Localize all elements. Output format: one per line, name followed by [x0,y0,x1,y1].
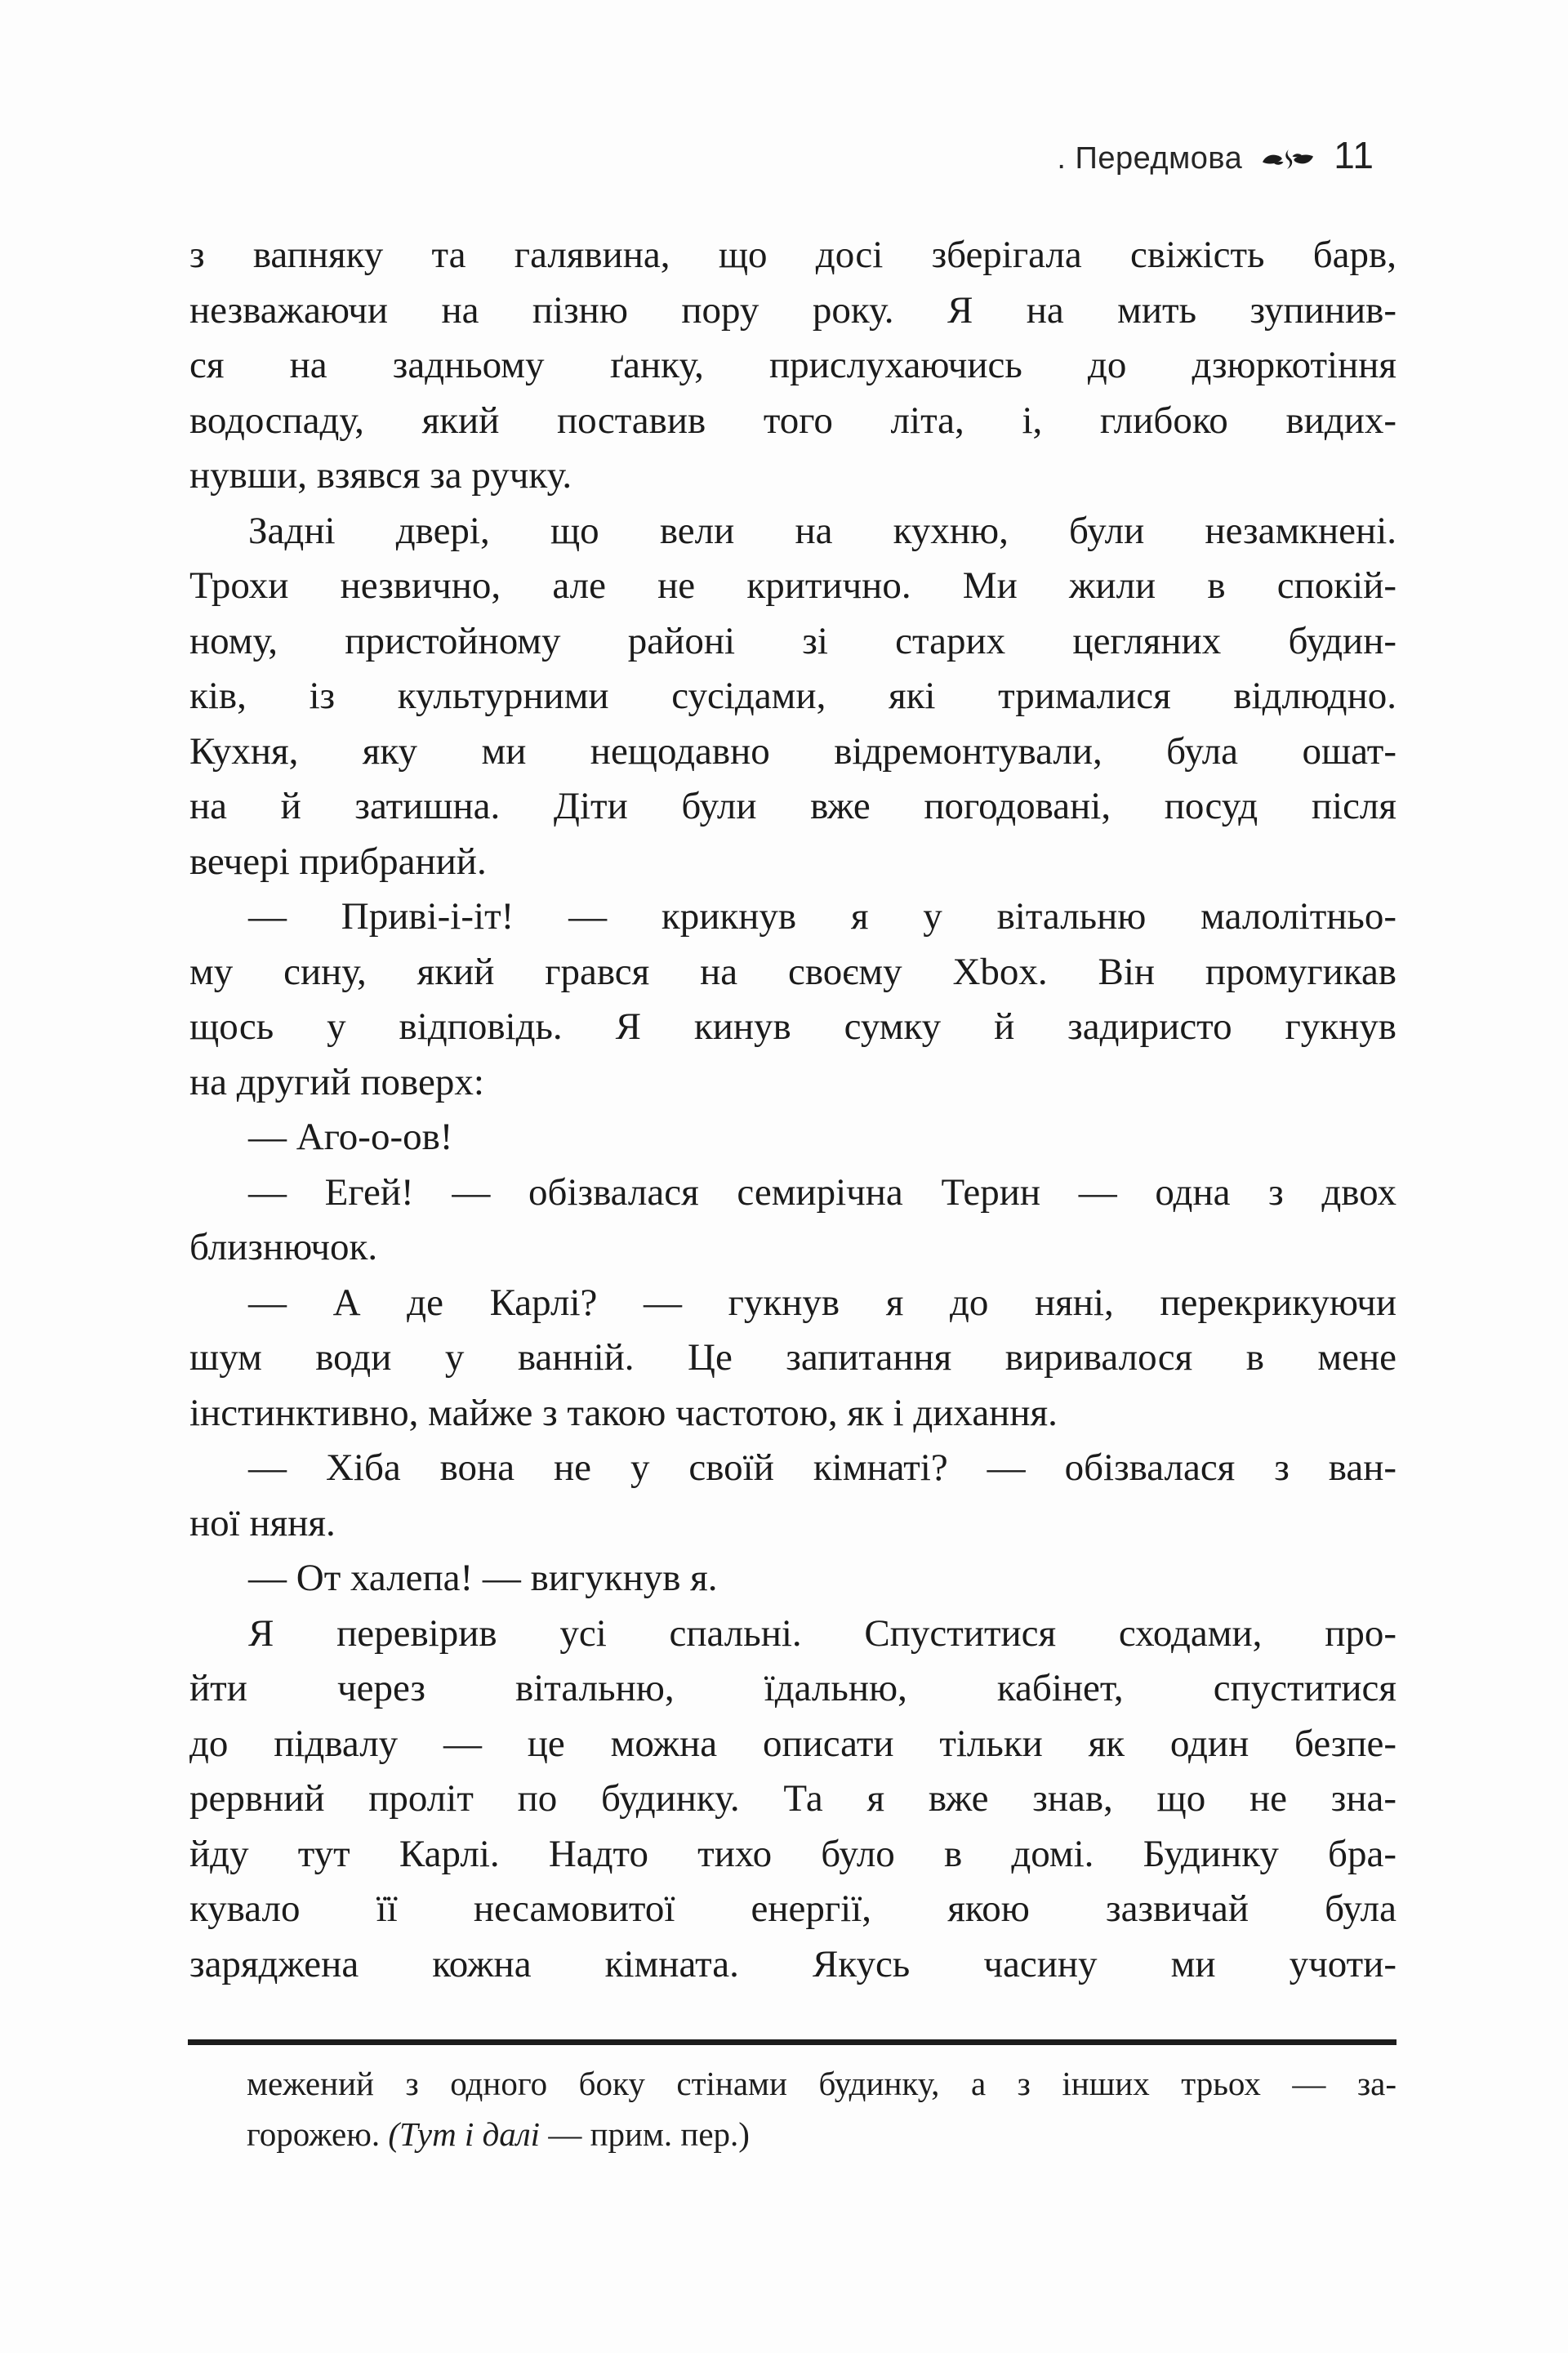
body-line: йду тут Карлі. Надто тихо було в домі. Будинку бра- [189,1832,1396,1875]
body-line: на й затишна. Діти були вже погодовані, посуд після [189,785,1396,827]
body-line: ному, пристойному районі зі старих цегляних будин- [189,619,1396,662]
body-line: інстинктивно, майже з такою частотою, як і дихання. [189,1391,1058,1434]
footnote-line [247,2058,1396,2109]
footnote-line [247,2109,1396,2159]
footnote-text: — прим. пер.) [540,2115,750,2153]
body-line: йти через вітальню, їдальню, кабінет, спуститися [189,1667,1396,1709]
body-line: кувало її несамовитої енергії, якою зазвичай була [189,1887,1396,1930]
page-number: 11 [1334,134,1374,176]
body-line: шум води у ванній. Це запитання виривалося в мене [189,1336,1396,1379]
footnote [247,2058,1396,2159]
body-line: Кухня, яку ми нещодавно відремонтували, була ошат- [189,729,1396,773]
body-line: — А де Карлі? — гукнув я до няні, перекрикуючи [248,1281,1396,1324]
footnote-text: горожею. [247,2115,389,2153]
body-line: заряджена кожна кімната. Якусь часину ми учоти- [189,1942,1396,1985]
body-line: му сину, який грався на своєму Xbox. Він промугикав [189,950,1396,993]
body-line: з вапняку та галявина, що досі зберігала свіжість барв, [189,234,1396,276]
footnote-text: межений з одного боку стінами будинку, а з інших трьох — за- [247,2065,1396,2102]
body-line: — Аго-о-ов! [248,1116,453,1158]
body-line: до підвалу — це можна описати тільки як один безпе- [189,1722,1396,1765]
body-text [189,228,1396,1992]
body-line: — Хіба вона не у своїй кімнаті? — обізвалася з ван- [248,1446,1396,1489]
body-line: ної няня. [189,1501,336,1544]
body-line: незважаючи на пізню пору року. Я на мить зупинив- [189,288,1396,332]
body-line: близнючок. [189,1226,378,1268]
body-line: вечері прибраний. [189,840,487,883]
body-line: водоспаду, який поставив того літа, і, глибоко видих- [189,399,1396,442]
body-line: нувши, взявся за ручку. [189,454,572,497]
running-header [1057,133,1374,177]
body-line: Трохи незвично, але не критично. Ми жили в спокій- [189,564,1396,607]
body-line: — Егей! — обізвалася семирічна Терин — одна з двох [248,1170,1396,1214]
body-line: — Приві-і-іт! — крикнув я у вітальню малолітньо- [248,895,1396,938]
body-line: — От халепа! — вигукнув я. [248,1557,718,1599]
body-line: рервний проліт по будинку. Та я вже знав, що не зна- [189,1777,1396,1820]
body-line: щось у відповідь. Я кинув сумку й задиристо гукнув [189,1005,1396,1048]
footnote-separator [188,2039,1396,2045]
body-line: ків, із культурними сусідами, які трималися відлюдно. [189,675,1396,717]
running-header-chapter-label: . Передмова [1057,141,1243,176]
body-line: Я перевірив усі спальні. Спуститися сходами, про- [248,1611,1396,1655]
fleuron-ornament-icon [1262,149,1314,170]
footnote-italic-text: (Тут і далі [388,2115,541,2153]
body-line: Задні двері, що вели на кухню, були незамкнені. [248,509,1396,552]
body-line: ся на задньому ґанку, прислухаючись до дзюркотіння [189,344,1396,386]
body-line: на другий поверх: [189,1060,484,1103]
